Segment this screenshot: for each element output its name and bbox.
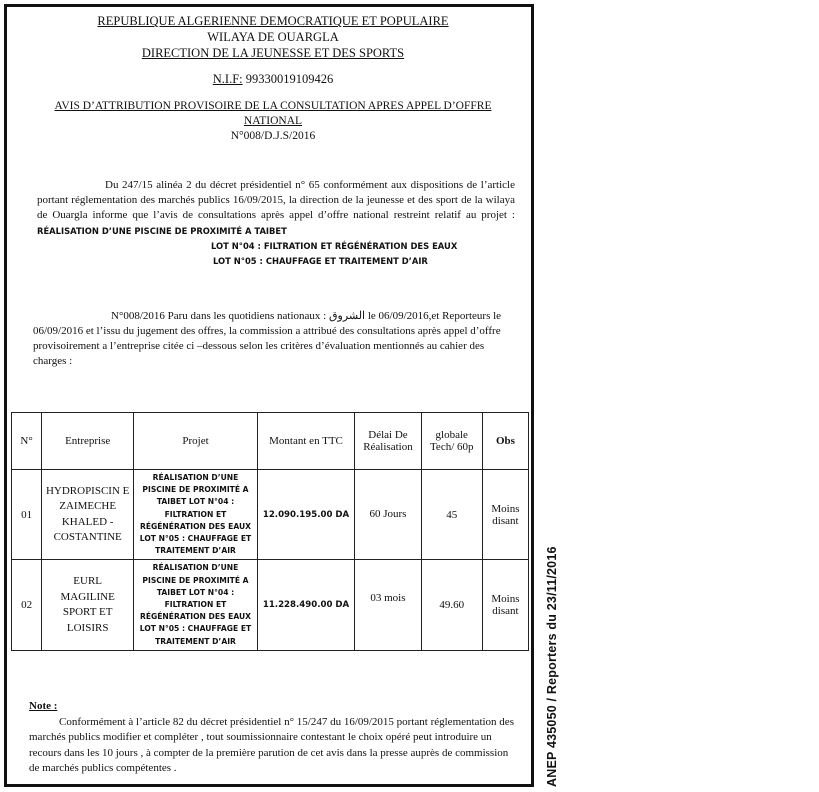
row-note: 49.60 [421, 560, 482, 650]
notice-title [15, 99, 531, 144]
note-text: Conformément à l’article 82 du décret présidentiel n° 15/247 du 16/09/2015 portant réglementation des marchés publics modifier et compléter , tout soumissionnaire contestant le choix opéré peut introduire un recours dans les 10 jours , à compter de la première parution de cet avis dans la presse auprès de commission de marchés publics compétentes . [29, 715, 514, 775]
notice-title-line2: NATIONAL [243, 115, 303, 127]
notice-title-line1: AVIS D’ATTRIBUTION PROVISOIRE DE LA CONSULTATION APRES APPEL D’OFFRE [54, 100, 492, 112]
row-num: 01 [12, 470, 42, 560]
col-header-delai: Délai De Réalisation [355, 413, 421, 470]
table-header-row [12, 413, 529, 470]
republic-title: REPUBLIQUE ALGERIENNE DEMOCRATIQUE ET POPULAIRE [97, 14, 449, 28]
intro-text: Du 247/15 alinéa 2 du décret présidentiel n° 65 conformément aux dispositions de l’article portant réglementation des marchés publics 16/09/2015, la direction de la jeunesse et des sport de la wilaya de Ouargla informe que l’avis de consultations après appel d’offre national restreint relatif au projet : [37, 179, 515, 222]
row-note: 45 [421, 470, 482, 560]
row-projet: RÉALISATION D’UNE PISCINE DE PROXIMITÉ A TAIBET LOT N°04 : FILTRATION ET RÉGÉNÉRATION DES EAUX LOT N°05 : CHAUFFAGE ET TRAITEMENT D’AIR [134, 560, 258, 650]
note-block [29, 699, 519, 777]
wilaya-name: WILAYA DE OUARGLA [207, 30, 339, 44]
col-header-num: N° [12, 413, 42, 470]
table-row [12, 560, 529, 650]
row-num: 02 [12, 560, 42, 650]
col-header-entreprise: Entreprise [42, 413, 134, 470]
row-delai: 60 Jours [355, 470, 421, 560]
row-entreprise: EURL MAGILINE SPORT ET LOISIRS [42, 560, 134, 650]
notice-frame [4, 4, 534, 787]
col-header-obs: Obs [482, 413, 528, 470]
row-delai: 03 mois [355, 560, 421, 650]
note-label: Note : [29, 700, 58, 712]
col-header-montant: Montant en TTC [257, 413, 354, 470]
publication-paragraph [15, 309, 531, 370]
table-row [12, 470, 529, 560]
nif-value: 99330019109426 [242, 72, 334, 86]
nif-label: N.I.F: [212, 72, 243, 86]
note-paragraph [29, 715, 519, 777]
col-header-projet: Projet [134, 413, 258, 470]
row-obs: Moins disant [482, 560, 528, 650]
publication-stamp: ANEP 435050 / Reporters du 23/11/2016 [545, 546, 559, 787]
row-montant: 11.228.490.00 DA [257, 560, 354, 650]
row-montant: 12.090.195.00 DA [257, 470, 354, 560]
header-block [15, 13, 531, 144]
row-obs: Moins disant [482, 470, 528, 560]
col-header-note: globale Tech/ 60p [421, 413, 482, 470]
attribution-table [11, 412, 529, 651]
intro-project-title: RÉALISATION D’UNE PISCINE DE PROXIMITÉ A TAIBET [37, 225, 287, 236]
row-projet: RÉALISATION D’UNE PISCINE DE PROXIMITÉ A TAIBET LOT N°04 : FILTRATION ET RÉGÉNÉRATION DES EAUX LOT N°05 : CHAUFFAGE ET TRAITEMENT D’AIR [134, 470, 258, 560]
intro-lot-5: LOT N°05 : CHAUFFAGE ET TRAITEMENT D’AIR [213, 255, 428, 266]
intro-lots [15, 239, 531, 269]
notice-document [15, 13, 531, 370]
intro-lot-4: LOT N°04 : FILTRATION ET RÉGÉNÉRATION DES EAUX [211, 240, 458, 251]
nif-line [15, 71, 531, 87]
publication-text: N°008/2016 Paru dans les quotidiens nationaux : الشروق le 06/09/2016,et Reporteurs le 06/09/2016 et l’issu du jugement des offres, la commission a attribué des consultations après appel d’offre provisoirement a l’entreprise citée ci –dessous selon les critères d’évaluation mentionnés au cahier des charges : [33, 309, 502, 368]
direction-name: DIRECTION DE LA JEUNESSE ET DES SPORTS [141, 46, 405, 60]
intro-paragraph [15, 178, 531, 239]
notice-reference: N°008/D.J.S/2016 [230, 130, 316, 142]
row-entreprise: HYDROPISCIN E ZAIMECHE KHALED - COSTANTINE [42, 470, 134, 560]
